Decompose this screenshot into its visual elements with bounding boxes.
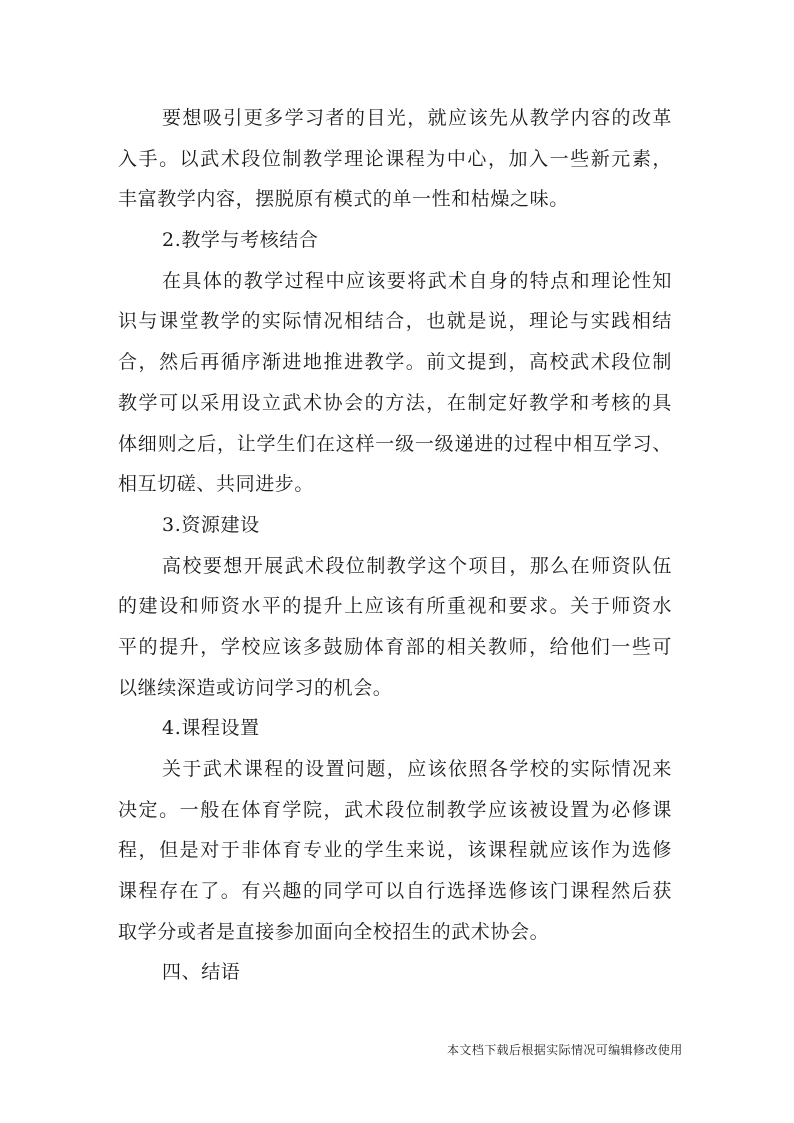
text-line: 取学分或者是直接参加面向全校招生的武术协会。	[118, 920, 550, 943]
text-line: 的建设和师资水平的提升上应该有所重视和要求。关于师资水	[118, 595, 672, 618]
text-line: 识与课堂教学的实际情况相结合，也就是说，理论与实践相结	[118, 310, 672, 333]
text-line: 决定。一般在体育学院，武术段位制教学应该被设置为必修课	[118, 798, 672, 821]
text-line: 体细则之后，让学生们在这样一级一级递进的过程中相互学习、	[118, 432, 672, 455]
text-line: 程，但是对于非体育专业的学生来说，该课程就应该作为选修	[118, 839, 672, 862]
text-line: 要想吸引更多学习者的目光，就应该先从教学内容的改革	[162, 107, 672, 129]
text-line: 丰富教学内容，摆脱原有模式的单一性和枯燥之味。	[118, 188, 569, 211]
text-line: 以继续深造或访问学习的机会。	[118, 676, 393, 699]
text-line: 四、结语	[162, 961, 241, 984]
text-line: 4.课程设置	[162, 717, 260, 740]
text-line: 合，然后再循序渐进地推进教学。前文提到，高校武术段位制	[118, 351, 672, 374]
text-line: 在具体的教学过程中应该要将武术自身的特点和理论性知	[162, 269, 672, 292]
text-line: 教学可以采用设立武术协会的方法，在制定好教学和考核的具	[118, 391, 672, 414]
text-line: 平的提升，学校应该多鼓励体育部的相关教师，给他们一些可	[118, 635, 672, 658]
text-line: 课程存在了。有兴趣的同学可以自行选择选修该门课程然后获	[118, 880, 672, 903]
body-text	[118, 98, 678, 993]
text-line: 3.资源建设	[162, 513, 260, 536]
text-line: 入手。以武术段位制教学理论课程为中心，加入一些新元素，	[118, 147, 672, 170]
text-line: 关于武术课程的设置问题，应该依照各学校的实际情况来	[162, 758, 672, 780]
text-line: 高校要想开展武术段位制教学这个项目，那么在师资队伍	[162, 554, 672, 577]
footer-note: 本文档下载后根据实际情况可编辑修改使用	[447, 1043, 683, 1057]
text-line: 2.教学与考核结合	[162, 229, 319, 252]
text-line: 相互切磋、共同进步。	[118, 473, 315, 496]
